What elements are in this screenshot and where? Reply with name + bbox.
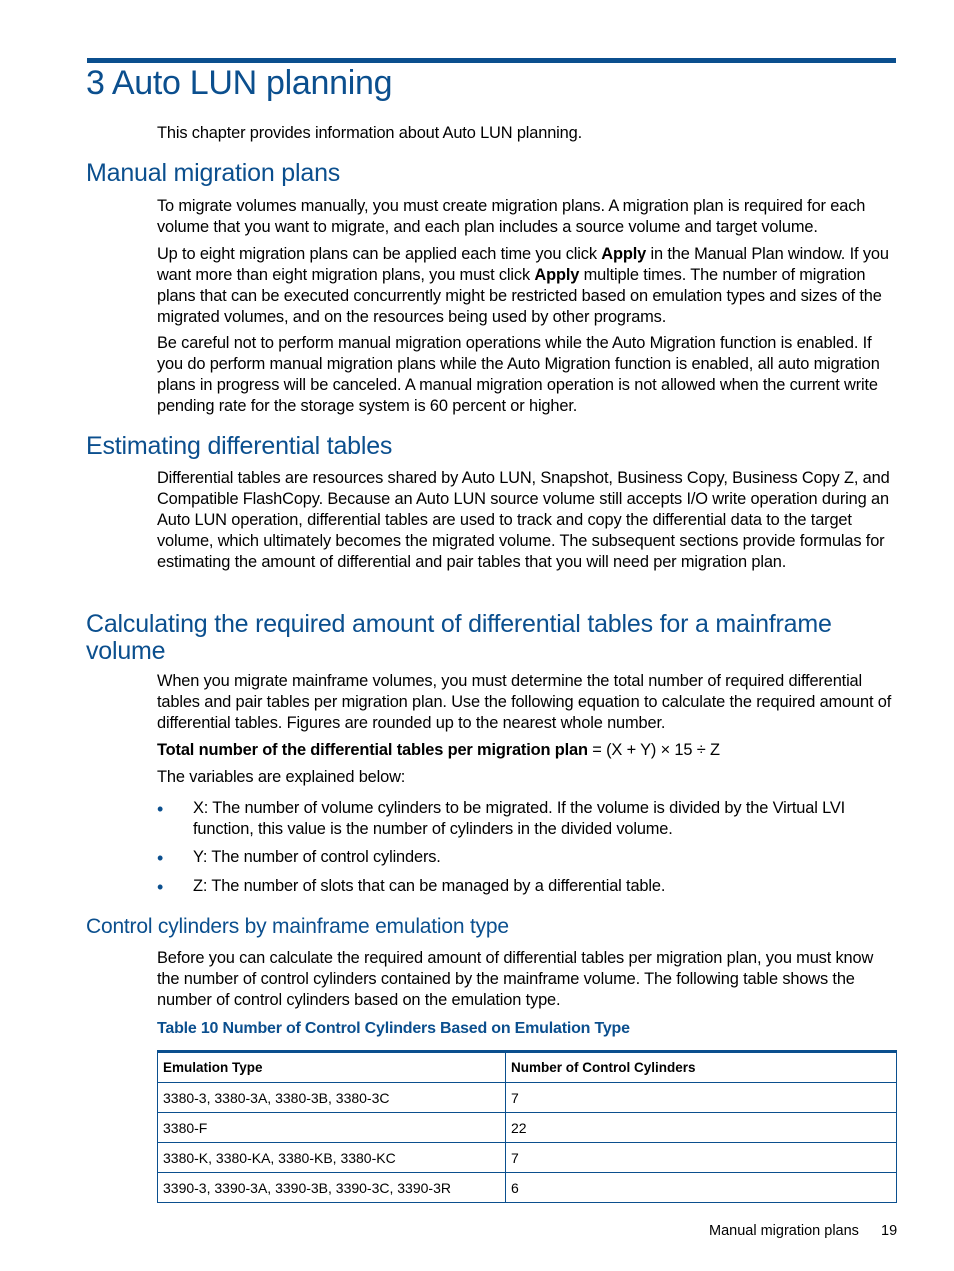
apply-bold: Apply (601, 245, 647, 263)
bullet-item: • Z: The number of slots that can be managed by a differential table. (157, 877, 666, 897)
column-header-control-cylinders: Number of Control Cylinders (506, 1052, 897, 1083)
calculating-paragraph-1: When you migrate mainframe volumes, you must determine the total number of required differential tables and pair tables per migration plan. Use the following equation to calculate the required amount of differential tables. Figures are rounded up to the nearest whole number. (157, 672, 892, 732)
manual-paragraph-1: To migrate volumes manually, you must create migration plans. A migration plan is required for each volume that you want to migrate, and each plan includes a source volume and target volume. (157, 197, 866, 236)
control-cylinders-cell: 6 (506, 1173, 897, 1203)
emulation-type-cell: 3390-3, 3390-3A, 3390-3B, 3390-3C, 3390-3R (158, 1173, 506, 1203)
control-cylinders-table (157, 1050, 897, 1203)
formula-expression: = (X + Y) × 15 ÷ Z (587, 741, 720, 759)
formula-label: Total number of the differential tables per migration plan (157, 741, 588, 759)
column-header-emulation-type: Emulation Type (158, 1052, 506, 1083)
control-paragraph: Before you can calculate the required amount of differential tables per migration plan, you must know the number of control cylinders contained by the mainframe volume. The following table shows the number of control cylinders based on the emulation type. (157, 949, 874, 1009)
footer-section-title: Manual migration plans (709, 1223, 859, 1239)
bullet-item: • Y: The number of control cylinders. (157, 848, 441, 868)
bullet-item: • X: The number of volume cylinders to be migrated. If the volume is divided by the Virtual LVI function, this value is the number of cylinders in the divided volume. (157, 799, 846, 838)
heading-manual-migration-plans: Manual migration plans (86, 159, 341, 187)
control-cylinders-cell: 7 (506, 1143, 897, 1173)
chapter-title: 3 Auto LUN planning (86, 64, 393, 102)
chapter-top-rule (87, 58, 896, 63)
table-row (158, 1173, 897, 1203)
table-row (158, 1083, 897, 1113)
table-header-row (158, 1052, 897, 1083)
emulation-type-cell: 3380-K, 3380-KA, 3380-KB, 3380-KC (158, 1143, 506, 1173)
heading-estimating-differential-tables: Estimating differential tables (86, 432, 393, 460)
table-row (158, 1143, 897, 1173)
estimating-paragraph: Differential tables are resources shared by Auto LUN, Snapshot, Business Copy, Business Copy Z, and Compatible FlashCopy. Because an Auto LUN source volume still accepts I/O write operation during an Auto LUN operation, differential tables are used to track and copy the differential data to the target volume, which ultimately becomes the migrated volume. The subsequent sections provide formulas for estimating the amount of differential and pair tables that you will need per migration plan. (157, 469, 890, 571)
variables-intro: The variables are explained below: (157, 768, 406, 786)
table-row (158, 1113, 897, 1143)
formula (157, 740, 899, 761)
table-caption: Table 10 Number of Control Cylinders Based on Emulation Type (157, 1020, 630, 1037)
emulation-type-cell: 3380-F (158, 1113, 506, 1143)
manual-paragraph-2: Up to eight migration plans can be applied each time you click Apply in the Manual Plan window. If you want more than eight migration plans, you must click Apply multiple times. The number of migration plans that can be executed concurrently might be restricted based on emulation types and sizes of the migrated volumes, and on the resources being used by other programs. (157, 245, 889, 326)
emulation-type-cell: 3380-3, 3380-3A, 3380-3B, 3380-3C (158, 1083, 506, 1113)
apply-bold: Apply (534, 266, 580, 284)
manual-paragraph-3: Be careful not to perform manual migration operations while the Auto Migration function is enabled. If you do perform manual migration plans while the Auto Migration function is enabled, all auto migration plans in progress will be canceled. A manual migration operation is not allowed when the current write pending rate for the storage system is 60 percent or higher. (157, 334, 880, 415)
bullet-icon: • (157, 877, 164, 897)
control-cylinders-cell: 22 (506, 1113, 897, 1143)
heading-control-cylinders: Control cylinders by mainframe emulation type (86, 915, 509, 938)
page-number: 19 (881, 1223, 898, 1239)
bullet-icon: • (157, 799, 164, 819)
heading-calculating-differential-tables: Calculating the required amount of differential tables for a mainframe volume (86, 610, 832, 665)
control-cylinders-cell: 7 (506, 1083, 897, 1113)
chapter-intro: This chapter provides information about Auto LUN planning. (157, 124, 582, 142)
bullet-icon: • (157, 848, 164, 868)
